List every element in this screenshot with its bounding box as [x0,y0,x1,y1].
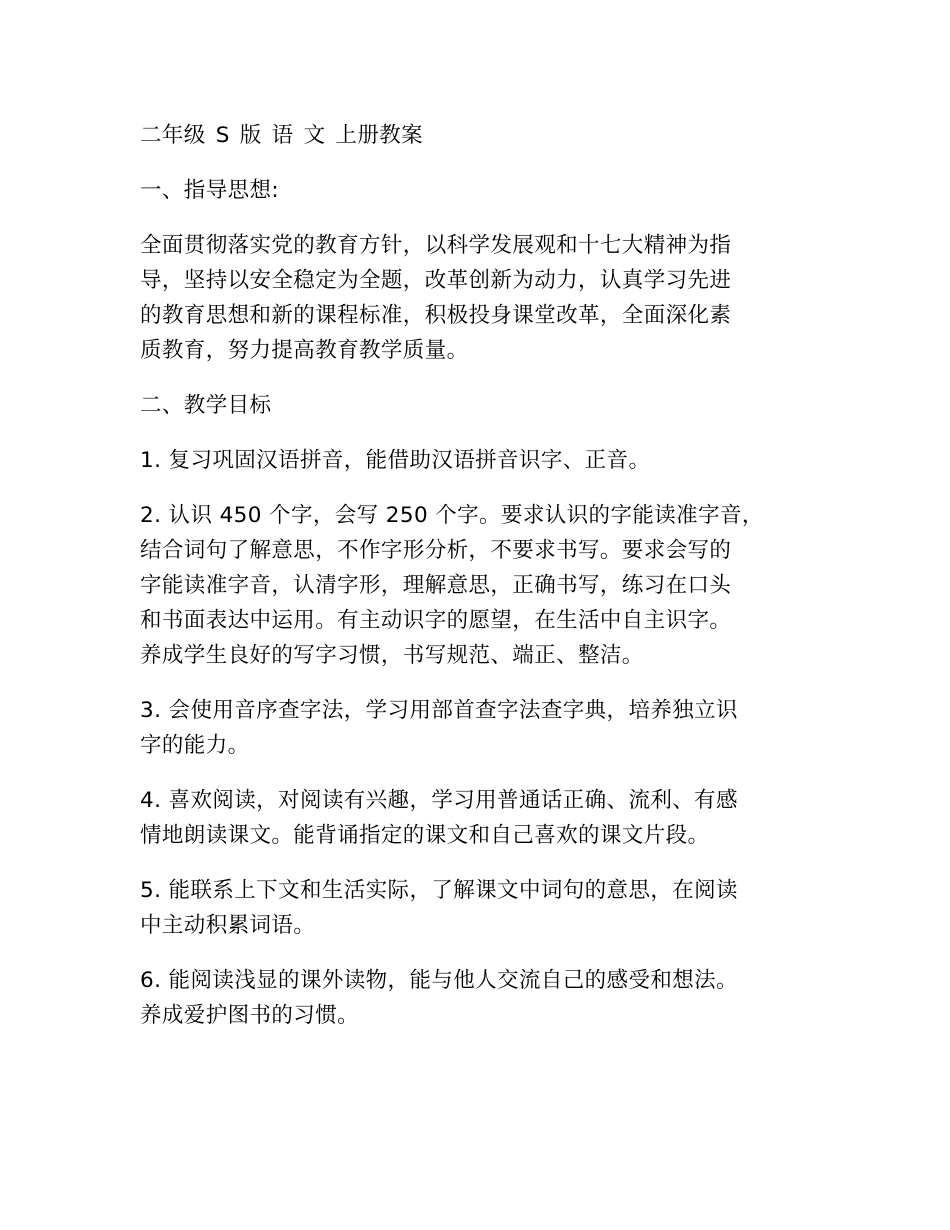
goal-item-4 [140,783,812,853]
paragraph-line: 养成爱护图书的习惯。 [140,1003,360,1028]
paragraph-line: 字的能力。 [140,733,250,758]
goal-item-3 [140,693,812,763]
paragraph-line: 结合词句了解意思，不作字形分析，不要求书写。要求会写的 [140,538,732,563]
paragraph-line: 4. 喜欢阅读，对阅读有兴趣，学习用普通话正确、流利、有感 [140,788,738,813]
paragraph-line: 字能读准字音，认清字形，理解意思，正确书写，练习在口头 [140,573,732,598]
paragraph-line: 6. 能阅读浅显的课外读物，能与他人交流自己的感受和想法。 [140,968,738,993]
section-heading-teaching-goals: 二、教学目标 [140,393,272,418]
paragraph-line: 质教育，努力提高教育教学质量。 [140,338,469,363]
title-part-volume: 上册教案 [335,123,424,148]
paragraph-line: 养成学生良好的写字习惯，书写规范、端正、整洁。 [140,643,644,668]
goal-item-6 [140,963,812,1033]
paragraph-line: 中主动积累词语。 [140,913,316,938]
paragraph-line: 的教育思想和新的课程标准，积极投身课堂改革，全面深化素 [140,303,732,328]
paragraph-line: 情地朗读课文。能背诵指定的课文和自己喜欢的课文片段。 [140,823,710,848]
paragraph-line: 2. 认识 450 个字，会写 250 个字。要求认识的字能读准字音， [140,503,764,528]
goal-item-5 [140,873,812,943]
paragraph-line: 全面贯彻落实党的教育方针，以科学发展观和十七大精神为指 [140,233,732,258]
paragraph-line: 导，坚持以安全稳定为全题，改革创新为动力，认真学习先进 [140,268,732,293]
document-title [140,118,812,153]
title-part-edition: 版 [239,123,262,148]
paragraph-guiding-thought [140,228,812,368]
document-body [140,118,812,1033]
section-heading-guiding-thought: 一、指导思想: [140,178,280,203]
goal-item-1 [140,443,812,478]
paragraph-line: 3. 会使用音序查字法，学习用部首查字法查字典，培养独立识 [140,698,738,723]
paragraph-line: 1. 复习巩固汉语拼音，能借助汉语拼音识字、正音。 [140,448,651,473]
paragraph-line: 5. 能联系上下文和生活实际，了解课文中词句的意思，在阅读 [140,878,738,903]
title-part-edition-letter: S [215,123,230,148]
title-part-grade: 二年级 [140,123,206,148]
title-part-subject-1: 语 [271,123,294,148]
title-part-subject-2: 文 [303,123,326,148]
goal-item-2 [140,498,812,673]
paragraph-line: 和书面表达中运用。有主动识字的愿望，在生活中自主识字。 [140,608,732,633]
